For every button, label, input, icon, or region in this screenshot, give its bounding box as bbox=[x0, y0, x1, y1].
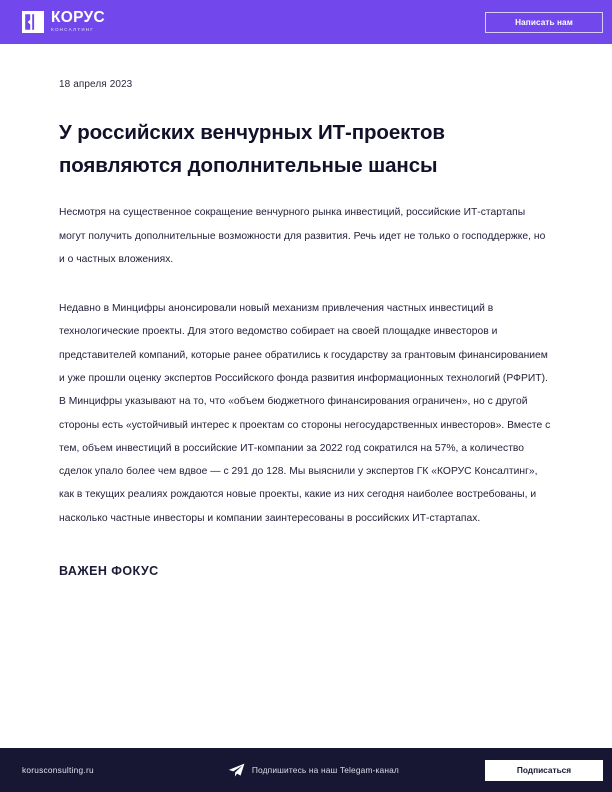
paragraph-spacer bbox=[59, 283, 553, 297]
article-paragraph: Несмотря на существенное сокращение венчурного рынка инвестиций, российские ИТ-стартапы могут получить дополнительные возможности для развития. Речь идет не только о господдержке, но и о частных вложениях. bbox=[59, 207, 546, 265]
section-heading: ВАЖЕН ФОКУС bbox=[59, 563, 159, 578]
brand-logo[interactable] bbox=[22, 0, 105, 44]
article-paragraph: Недавно в Минцифры анонсировали новый механизм привлечения частных инвестиций в технологические проекты. Для этого ведомство собирает на своей площадке инвесторов и представителей компаний, которые ранее обратились к государству за грантовым финансированием и уже прошли оценку экспертов Российского фонда развития информационных технологий (РФРИТ). В Минцифры указывают на то, что «объем бюджетного финансирования ограничен», но с другой стороны есть «устойчивый интерес к проектам со стороны негосударственных инвесторов». Вместе с тем, объем инвестиций в российские ИТ-компании за 2022 год сократился на 57%, а количество сделок упало более чем вдвое — с 291 до 128. Мы выяснили у экспертов ГК «КОРУС Консалтинг», как в текущих реалиях рождаются новые проекты, какие из них сегодня наиболее востребованы, и насколько частные инвесторы и компании заинтересованы в российских ИТ-стартапах. bbox=[59, 303, 551, 524]
telegram-subscribe-group[interactable] bbox=[228, 763, 399, 778]
subscribe-button[interactable]: Подписаться bbox=[485, 760, 603, 781]
article-body bbox=[59, 182, 553, 529]
article-date: 18 апреля 2023 bbox=[59, 79, 133, 90]
article-container bbox=[59, 44, 553, 578]
article-title: У российских венчурных ИТ-проектов появляются дополнительные шансы bbox=[59, 121, 445, 178]
contact-us-button[interactable]: Написать нам bbox=[485, 12, 603, 33]
footer-site-url[interactable]: korusconsulting.ru bbox=[22, 765, 94, 775]
brand-wordmark bbox=[51, 10, 105, 34]
brand-name: КОРУС bbox=[51, 9, 105, 27]
korus-logo-mark-icon bbox=[22, 11, 44, 33]
site-footer bbox=[0, 748, 612, 792]
brand-subtitle: КОНСАЛТИНГ bbox=[51, 27, 95, 33]
telegram-subscribe-label: Подпишитесь на наш Telegam-канал bbox=[251, 765, 399, 775]
telegram-paper-plane-icon bbox=[228, 763, 245, 778]
site-header bbox=[0, 0, 612, 44]
